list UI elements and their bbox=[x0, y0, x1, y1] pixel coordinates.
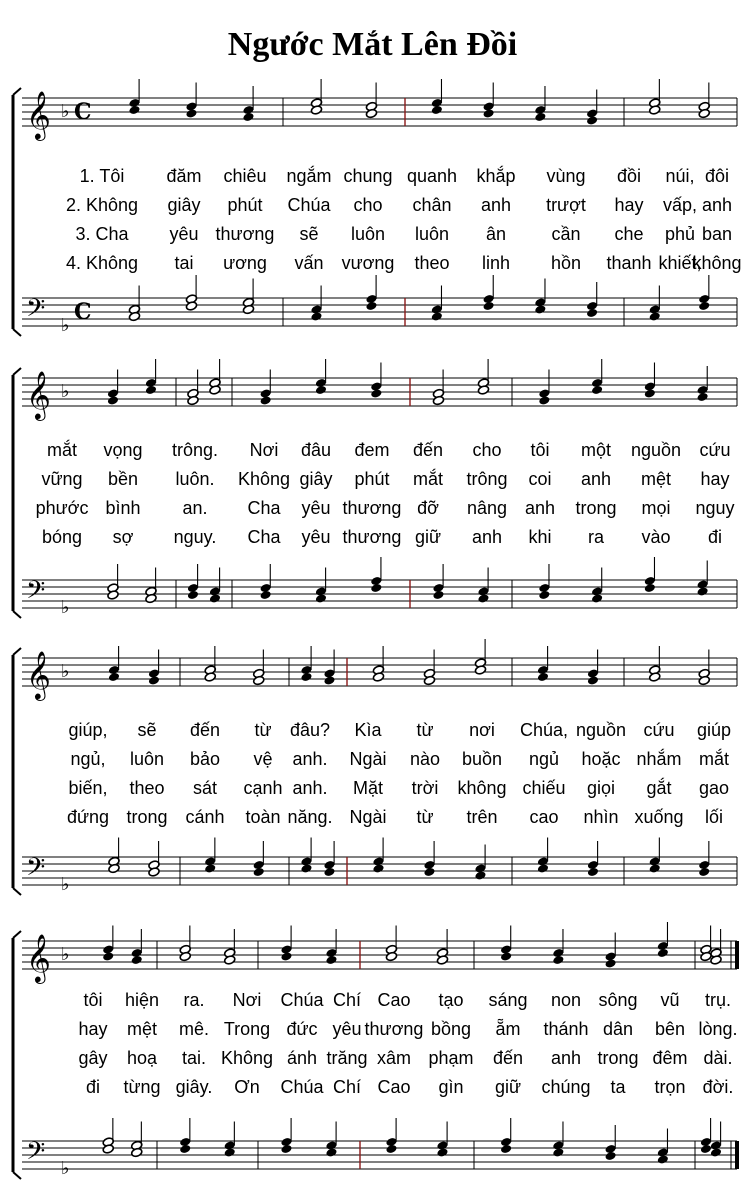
lyric-word: Ơn bbox=[234, 1077, 260, 1097]
lyric-word: anh bbox=[550, 1048, 582, 1068]
treble-note-head bbox=[131, 955, 143, 965]
lyric-word: Cha bbox=[247, 498, 281, 518]
lyric-word: an. bbox=[182, 498, 208, 518]
lyric-word: sợ bbox=[112, 527, 134, 547]
lyric-word: cứu bbox=[699, 440, 731, 460]
lyric-word: anh bbox=[471, 527, 503, 547]
lyric-word: đâu? bbox=[289, 720, 331, 740]
treble-note-head bbox=[657, 948, 669, 958]
lyric-word: cao bbox=[529, 807, 559, 827]
lyric-word: khắp bbox=[476, 166, 516, 186]
bass-note-head bbox=[587, 867, 599, 877]
lyric-word: coi bbox=[528, 469, 552, 489]
lyric-word: chiêu bbox=[223, 166, 267, 186]
bass-note-head bbox=[698, 867, 710, 877]
lyric-word: mệt bbox=[640, 469, 672, 489]
treble-note-head bbox=[431, 105, 443, 115]
bass-clef: 𝄢 bbox=[26, 576, 46, 611]
lyric-word: đôi bbox=[704, 166, 730, 186]
lyric-word: trăng bbox=[326, 1048, 368, 1068]
lyric-word: ánh bbox=[286, 1048, 318, 1068]
lyric-word: thánh bbox=[543, 1019, 589, 1039]
bass-note-head bbox=[423, 867, 435, 877]
treble-note-head bbox=[260, 395, 272, 405]
treble-note-head bbox=[587, 675, 599, 685]
lyric-word: cho bbox=[472, 440, 502, 460]
treble-note-head bbox=[586, 115, 598, 125]
lyric-word: ngủ bbox=[528, 749, 560, 769]
bass-note-head bbox=[552, 1147, 564, 1157]
bass-note-head bbox=[315, 593, 327, 603]
lyric-word: từ bbox=[254, 720, 272, 740]
lyric-word: mắt bbox=[46, 440, 78, 460]
treble-note-head bbox=[300, 672, 312, 682]
treble-staff bbox=[22, 941, 737, 969]
lyric-word: bình bbox=[105, 498, 141, 518]
treble-note-head bbox=[537, 672, 549, 682]
lyric-word: hoặc bbox=[581, 749, 621, 769]
lyric-word: ra bbox=[587, 527, 605, 547]
lyric-word: nhắm bbox=[636, 749, 682, 769]
lyric-word: từ bbox=[416, 807, 434, 827]
bass-note-head bbox=[431, 311, 443, 321]
treble-note-head bbox=[370, 388, 382, 398]
lyric-word: đời. bbox=[702, 1077, 734, 1097]
lyric-word: tạo bbox=[438, 990, 464, 1010]
lyric-word: yêu bbox=[301, 498, 331, 518]
lyric-word: hay bbox=[614, 195, 644, 215]
system bbox=[13, 359, 737, 618]
lyric-word: 3. Cha bbox=[75, 224, 129, 244]
lyric-word: ân bbox=[485, 224, 507, 244]
key-signature-flat: ♭ bbox=[61, 874, 70, 895]
lyric-word: thương bbox=[215, 224, 275, 244]
lyric-word: xuống bbox=[634, 807, 684, 827]
treble-note-head bbox=[128, 105, 140, 115]
bass-note-head bbox=[370, 583, 382, 593]
lyric-word: trời bbox=[411, 778, 439, 798]
lyric-word: trông. bbox=[171, 440, 219, 460]
bass-note-head bbox=[253, 867, 265, 877]
lyric-word: ương bbox=[223, 253, 267, 273]
bracket-top bbox=[13, 88, 21, 95]
treble-clef: 𝄞 bbox=[26, 650, 51, 699]
lyric-word: năng. bbox=[287, 807, 333, 827]
lyric-word: trong bbox=[575, 498, 617, 518]
treble-note-head bbox=[697, 392, 709, 402]
lyric-word: ngủ, bbox=[70, 749, 106, 769]
bass-note-head bbox=[325, 1147, 337, 1157]
bass-note-head bbox=[179, 1144, 191, 1154]
treble-note-head bbox=[323, 675, 335, 685]
treble-note-head bbox=[102, 951, 114, 961]
lyric-word: núi, bbox=[665, 166, 695, 186]
lyric-word: vững bbox=[41, 469, 83, 489]
lyric-word: mọi bbox=[641, 498, 671, 518]
lyric-word: Nơi bbox=[232, 990, 262, 1010]
lyric-word: cạnh bbox=[243, 778, 283, 798]
bracket-top bbox=[13, 368, 21, 375]
lyric-word: sẽ bbox=[137, 720, 157, 740]
system bbox=[13, 79, 742, 336]
bass-staff bbox=[22, 580, 737, 608]
lyric-word: 2. Không bbox=[65, 195, 139, 215]
lyric-word: giúp, bbox=[68, 720, 108, 740]
lyric-word: phước bbox=[35, 498, 89, 518]
lyric-word: Chúa bbox=[280, 990, 324, 1010]
treble-staff bbox=[22, 98, 737, 126]
time-signature: C bbox=[74, 99, 92, 125]
bass-note-head bbox=[224, 1147, 236, 1157]
lyric-word: trên bbox=[466, 807, 498, 827]
lyric-word: mệt bbox=[126, 1019, 158, 1039]
lyric-word: anh bbox=[524, 498, 556, 518]
song-title: Ngước Mắt Lên Đồi bbox=[227, 26, 518, 63]
lyric-word: thương bbox=[364, 1019, 424, 1039]
lyric-word: Chí bbox=[332, 990, 362, 1010]
bass-note-head bbox=[586, 308, 598, 318]
lyric-word: cho bbox=[353, 195, 383, 215]
bass-note-head bbox=[538, 590, 550, 600]
lyric-word: quanh bbox=[406, 166, 458, 186]
lyric-word: giây bbox=[299, 469, 333, 489]
lyric-word: non bbox=[550, 990, 582, 1010]
lyric-word: giữ bbox=[414, 527, 442, 547]
bass-clef: 𝄢 bbox=[26, 294, 46, 329]
bass-note-head bbox=[372, 863, 384, 873]
treble-note-head bbox=[644, 388, 656, 398]
lyric-word: gắt bbox=[646, 778, 672, 798]
bass-note-head bbox=[605, 1151, 617, 1161]
lyric-word: cánh bbox=[185, 807, 225, 827]
treble-note-head bbox=[107, 395, 119, 405]
lyric-word: đồi bbox=[616, 166, 642, 186]
lyric-word: Chúa bbox=[287, 195, 331, 215]
bracket-top bbox=[13, 648, 21, 655]
bass-note-head bbox=[483, 301, 495, 311]
bass-note-head bbox=[710, 1147, 722, 1157]
lyric-word: gao bbox=[698, 778, 730, 798]
lyric-word: trông bbox=[466, 469, 508, 489]
lyric-word: 1. Tôi bbox=[79, 166, 125, 186]
lyric-word: Nơi bbox=[249, 440, 279, 460]
lyric-word: chiếu bbox=[522, 778, 566, 798]
key-signature-flat: ♭ bbox=[61, 315, 70, 336]
key-signature-flat: ♭ bbox=[61, 101, 70, 122]
lyric-word: ban bbox=[701, 224, 733, 244]
treble-note-head bbox=[552, 955, 564, 965]
system bbox=[13, 922, 738, 1179]
bass-note-head bbox=[500, 1144, 512, 1154]
lyric-word: 4. Không bbox=[65, 253, 139, 273]
lyric-word: nguy. bbox=[173, 527, 217, 547]
treble-note-head bbox=[145, 385, 157, 395]
treble-note-head bbox=[325, 955, 337, 965]
bass-clef: 𝄢 bbox=[26, 853, 46, 888]
treble-note-head bbox=[500, 951, 512, 961]
lyric-word: giây. bbox=[175, 1077, 213, 1097]
bass-note-head bbox=[537, 863, 549, 873]
lyric-word: mắt bbox=[698, 749, 730, 769]
key-signature-flat: ♭ bbox=[61, 597, 70, 618]
lyric-word: đi bbox=[707, 527, 723, 547]
lyric-word: đi bbox=[85, 1077, 101, 1097]
treble-note-head bbox=[605, 958, 617, 968]
key-signature-flat: ♭ bbox=[61, 1158, 70, 1179]
lyric-word: phủ bbox=[664, 224, 696, 244]
bracket-bottom bbox=[13, 888, 21, 895]
lyric-word: gây bbox=[78, 1048, 108, 1068]
lyric-word: ra. bbox=[183, 990, 205, 1010]
lyric-word: buồn bbox=[461, 749, 503, 769]
treble-note-head bbox=[315, 385, 327, 395]
lyric-word: đêm bbox=[652, 1048, 688, 1068]
lyric-word: Mặt bbox=[352, 778, 384, 798]
bass-note-head bbox=[280, 1144, 292, 1154]
lyric-word: đức bbox=[286, 1019, 318, 1039]
lyric-word: đỡ bbox=[417, 498, 439, 518]
lyric-word: bồng bbox=[430, 1019, 472, 1039]
bracket-top bbox=[13, 931, 21, 938]
lyric-word: giúp bbox=[696, 720, 732, 740]
treble-note-head bbox=[538, 395, 550, 405]
lyric-word: trụ. bbox=[704, 990, 732, 1010]
bass-note-head bbox=[365, 301, 377, 311]
lyric-word: phút bbox=[354, 469, 390, 489]
treble-clef: 𝄞 bbox=[26, 370, 51, 419]
lyric-word: vũ bbox=[660, 990, 680, 1010]
lyric-word: anh. bbox=[292, 749, 328, 769]
key-signature-flat: ♭ bbox=[61, 661, 70, 682]
lyric-word: chúng bbox=[541, 1077, 591, 1097]
bass-note-head bbox=[385, 1144, 397, 1154]
lyric-word: linh bbox=[481, 253, 511, 273]
lyric-word: phạm bbox=[428, 1048, 474, 1068]
bass-note-head bbox=[260, 590, 272, 600]
lyric-word: tai. bbox=[181, 1048, 207, 1068]
bass-note-head bbox=[310, 311, 322, 321]
treble-clef: 𝄞 bbox=[26, 90, 51, 139]
lyric-word: xâm bbox=[376, 1048, 412, 1068]
bass-note-head bbox=[474, 870, 486, 880]
lyric-word: Chúa bbox=[280, 1077, 324, 1097]
system bbox=[13, 639, 737, 895]
lyric-word: giây bbox=[167, 195, 201, 215]
lyric-word: anh. bbox=[292, 778, 328, 798]
bass-note-head bbox=[698, 301, 710, 311]
bass-note-head bbox=[591, 593, 603, 603]
lyric-word: Không bbox=[237, 469, 291, 489]
treble-note-head bbox=[591, 385, 603, 395]
time-signature: C bbox=[74, 299, 92, 325]
lyric-word: Không bbox=[220, 1048, 274, 1068]
treble-note-head bbox=[185, 108, 197, 118]
lyric-word: nhìn bbox=[583, 807, 619, 827]
lyric-word: mắt bbox=[412, 469, 444, 489]
lyric-word: luôn bbox=[414, 224, 450, 244]
bracket-bottom bbox=[13, 1172, 21, 1179]
lyric-word: ẵm bbox=[495, 1019, 521, 1039]
lyric-word: ngắm bbox=[286, 166, 332, 186]
lyric-word: anh bbox=[701, 195, 733, 215]
lyric-word: chân bbox=[412, 195, 452, 215]
lyric-word: yêu bbox=[332, 1019, 362, 1039]
lyric-word: Ngài bbox=[349, 749, 387, 769]
lyric-word: đâu bbox=[300, 440, 332, 460]
lyric-word: nơi bbox=[469, 720, 495, 740]
lyric-word: đến bbox=[412, 440, 444, 460]
lyric-word: theo bbox=[414, 253, 450, 273]
lyric-word: vọng bbox=[103, 440, 143, 460]
lyric-word: mê. bbox=[178, 1019, 210, 1039]
lyric-word: không bbox=[457, 778, 507, 798]
bass-note-head bbox=[649, 311, 661, 321]
lyric-word: yêu bbox=[169, 224, 199, 244]
lyric-word: Chúa, bbox=[519, 720, 569, 740]
lyric-word: dân bbox=[602, 1019, 634, 1039]
lyric-word: hồn bbox=[550, 253, 582, 273]
lyric-word: toàn bbox=[245, 807, 281, 827]
lyric-word: thương bbox=[342, 527, 402, 547]
lyric-word: bóng bbox=[41, 527, 83, 547]
bass-note-head bbox=[209, 593, 221, 603]
lyric-word: lối bbox=[704, 807, 724, 827]
bass-clef: 𝄢 bbox=[26, 1137, 46, 1172]
lyric-word: sát bbox=[192, 778, 218, 798]
lyric-word: vấn bbox=[294, 253, 324, 273]
key-signature-flat: ♭ bbox=[61, 944, 70, 965]
bass-note-head bbox=[204, 863, 216, 873]
lyric-word: từ bbox=[416, 720, 434, 740]
lyric-word: anh bbox=[480, 195, 512, 215]
lyric-word: nguồn bbox=[630, 440, 682, 460]
lyric-word: hoạ bbox=[126, 1048, 158, 1068]
lyric-word: vùng bbox=[546, 166, 586, 186]
lyric-word: cần bbox=[551, 224, 581, 244]
lyric-word: yêu bbox=[301, 527, 331, 547]
lyric-word: bên bbox=[654, 1019, 686, 1039]
bass-note-head bbox=[657, 1154, 669, 1164]
treble-clef: 𝄞 bbox=[26, 933, 51, 982]
lyric-word: khiết, bbox=[658, 253, 702, 273]
lyric-word: nào bbox=[409, 749, 441, 769]
lyric-word: sáng bbox=[488, 990, 528, 1010]
lyric-word: giọi bbox=[586, 778, 616, 798]
bass-note-head bbox=[187, 590, 199, 600]
lyric-word: Trong bbox=[223, 1019, 271, 1039]
lyric-word: ta bbox=[610, 1077, 626, 1097]
bass-note-head bbox=[436, 1147, 448, 1157]
treble-note-head bbox=[108, 672, 120, 682]
lyric-word: từng bbox=[123, 1077, 161, 1097]
lyric-word: đứng bbox=[66, 807, 110, 827]
lyric-word: không bbox=[692, 253, 742, 273]
lyric-word: luôn bbox=[129, 749, 165, 769]
bass-note-head bbox=[644, 583, 656, 593]
lyric-word: che bbox=[614, 224, 644, 244]
lyric-word: gìn bbox=[438, 1077, 464, 1097]
lyric-word: hiện bbox=[124, 990, 160, 1010]
treble-note-head bbox=[242, 112, 254, 122]
lyric-word: hay bbox=[78, 1019, 108, 1039]
bass-note-head bbox=[300, 863, 312, 873]
lyric-word: tôi bbox=[530, 440, 550, 460]
bass-note-head bbox=[700, 1144, 712, 1154]
treble-note-head bbox=[534, 112, 546, 122]
bass-note-head bbox=[432, 590, 444, 600]
lyric-word: một bbox=[580, 440, 612, 460]
lyric-word: bảo bbox=[189, 749, 221, 769]
lyric-word: Kìa bbox=[354, 720, 382, 740]
lyric-word: theo bbox=[129, 778, 165, 798]
lyric-word: trượt bbox=[546, 195, 586, 215]
lyric-word: nâng bbox=[466, 498, 508, 518]
lyric-word: tai bbox=[174, 253, 194, 273]
lyric-word: thanh bbox=[606, 253, 652, 273]
lyric-word: trong bbox=[126, 807, 168, 827]
lyric-word: thương bbox=[342, 498, 402, 518]
lyric-word: trong bbox=[597, 1048, 639, 1068]
bass-note-head bbox=[649, 863, 661, 873]
bass-note-head bbox=[697, 586, 709, 596]
lyric-word: bền bbox=[107, 469, 139, 489]
lyric-word: nguồn bbox=[575, 720, 627, 740]
lyric-word: vấp, bbox=[662, 195, 698, 215]
bass-note-head bbox=[534, 304, 546, 314]
bracket-bottom bbox=[13, 611, 21, 618]
lyric-word: Cao bbox=[377, 1077, 411, 1097]
lyric-word: hay bbox=[700, 469, 730, 489]
lyric-word: đem bbox=[354, 440, 390, 460]
lyric-word: Cao bbox=[377, 990, 411, 1010]
lyric-word: luôn bbox=[350, 224, 386, 244]
lyric-word: tôi bbox=[83, 990, 103, 1010]
lyric-word: luôn. bbox=[175, 469, 215, 489]
bass-note-head bbox=[477, 593, 489, 603]
lyric-word: phút bbox=[227, 195, 263, 215]
lyric-word: vương bbox=[341, 253, 395, 273]
lyric-word: lòng. bbox=[698, 1019, 738, 1039]
lyric-word: cứu bbox=[643, 720, 675, 740]
treble-note-head bbox=[148, 675, 160, 685]
bass-note-head bbox=[323, 867, 335, 877]
bass-staff bbox=[22, 1141, 737, 1169]
lyric-word: biến, bbox=[68, 778, 108, 798]
lyric-word: đăm bbox=[166, 166, 202, 186]
lyric-word: Chí bbox=[332, 1077, 362, 1097]
lyric-word: đến bbox=[189, 720, 221, 740]
lyric-word: Ngài bbox=[349, 807, 387, 827]
lyric-word: đến bbox=[492, 1048, 524, 1068]
lyric-word: sẽ bbox=[299, 224, 319, 244]
lyric-word: nguy bbox=[695, 498, 735, 518]
bracket-bottom bbox=[13, 329, 21, 336]
lyric-word: giữ bbox=[494, 1077, 522, 1097]
lyric-word: anh bbox=[580, 469, 612, 489]
lyric-word: trọn bbox=[654, 1077, 686, 1097]
lyric-word: chung bbox=[343, 166, 393, 186]
lyric-word: Cha bbox=[247, 527, 281, 547]
lyric-word: vào bbox=[641, 527, 671, 547]
treble-note-head bbox=[280, 951, 292, 961]
key-signature-flat: ♭ bbox=[61, 381, 70, 402]
lyric-word: sông bbox=[598, 990, 638, 1010]
treble-note-head bbox=[483, 108, 495, 118]
lyric-word: khi bbox=[528, 527, 552, 547]
lyric-word: dài. bbox=[703, 1048, 733, 1068]
lyric-word: vệ bbox=[253, 749, 273, 769]
